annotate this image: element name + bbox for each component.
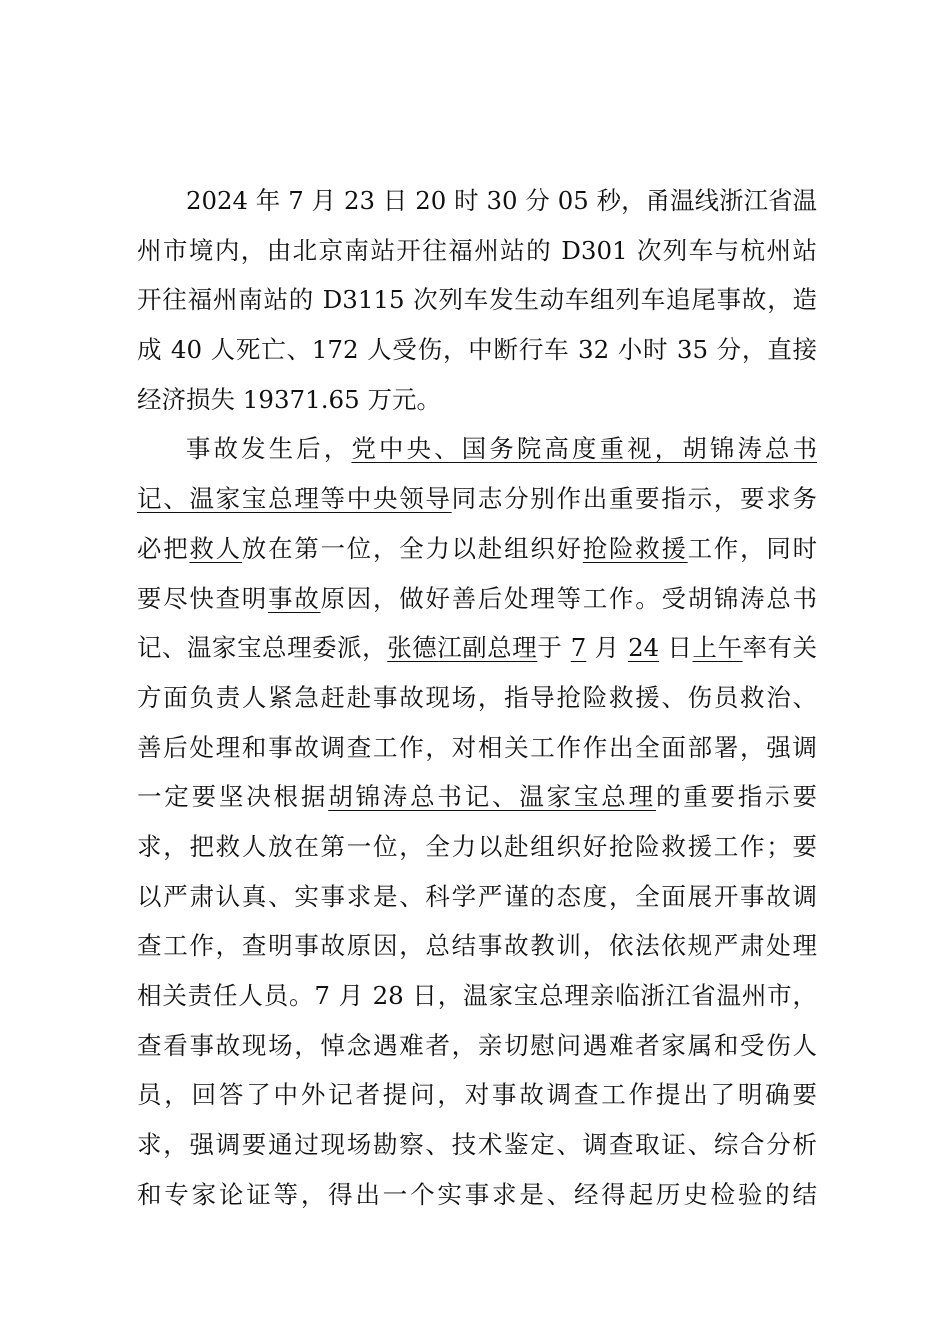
text-line xyxy=(137,275,817,325)
text-segment: 开往福州南站的 D3115 次列车发生动车组列车追尾事故，造 xyxy=(137,285,817,315)
text-segment: 工作，同时 xyxy=(687,533,817,563)
text-line xyxy=(137,226,817,276)
text-line xyxy=(137,673,817,723)
text-segment: 率有关 xyxy=(742,633,817,663)
text-segment: 月 xyxy=(586,633,629,663)
text-segment: 的重要指示要 xyxy=(655,782,817,812)
text-line xyxy=(137,921,817,971)
text-segment: 经济损失 19371.65 万元。 xyxy=(137,384,441,414)
text-segment: 以严肃认真、实事求是、科学严谨的态度，全面展开事故调 xyxy=(137,881,817,911)
underlined-segment: 党中央、国务院高度重视，胡锦涛总书 xyxy=(351,434,817,464)
underlined-segment: 上午 xyxy=(692,633,743,663)
text-segment: 放在第一位，全力以赴组织好 xyxy=(241,533,583,563)
text-segment: 查工作，查明事故原因，总结事故教训，依法依规严肃处理 xyxy=(137,931,817,961)
text-segment: 一定要坚决根据 xyxy=(137,782,329,812)
text-segment: 和专家论证等，得出一个实事求是、经得起历史检验的结 xyxy=(137,1179,817,1209)
text-line xyxy=(137,872,817,922)
text-segment: 州市境内，由北京南站开往福州站的 D301 次列车与杭州站 xyxy=(137,235,817,265)
underlined-segment: 记、温家宝总理等中央领导 xyxy=(137,484,452,514)
text-segment: 记、温家宝总理委派， xyxy=(137,633,388,663)
text-line xyxy=(137,623,817,673)
text-segment: 查看事故现场，悼念遇难者，亲切慰问遇难者家属和受伤人 xyxy=(137,1030,817,1060)
text-line xyxy=(137,1170,817,1220)
text-line xyxy=(137,723,817,773)
text-line xyxy=(137,1070,817,1120)
underlined-segment: 7 xyxy=(570,633,587,663)
text-line xyxy=(137,176,817,226)
text-line xyxy=(137,474,817,524)
text-segment: 员，回答了中外记者提问，对事故调查工作提出了明确要 xyxy=(137,1080,817,1110)
text-line xyxy=(137,772,817,822)
text-segment: 要尽快查明 xyxy=(137,583,269,613)
text-line xyxy=(137,1120,817,1170)
underlined-segment: 24 xyxy=(628,633,660,663)
document-body xyxy=(137,176,817,1219)
text-line xyxy=(137,325,817,375)
underlined-segment: 抢险救援 xyxy=(582,533,688,563)
underlined-segment: 事故 xyxy=(268,583,321,613)
text-segment: 同志分别作出重要指示，要求务 xyxy=(451,484,817,514)
text-segment: 方面负责人紧急赶赴事故现场，指导抢险救援、伤员救治、 xyxy=(137,682,817,712)
text-line xyxy=(137,424,817,474)
paragraph-accident-summary xyxy=(137,176,817,424)
text-line xyxy=(137,822,817,872)
text-line xyxy=(137,971,817,1021)
underlined-segment: 救人 xyxy=(189,533,242,563)
paragraph-response xyxy=(137,424,817,1219)
text-segment: 求，强调要通过现场勘察、技术鉴定、调查取证、综合分析 xyxy=(137,1130,817,1160)
text-line xyxy=(137,375,817,425)
underlined-segment: 胡锦涛总书记、温家宝总理 xyxy=(328,782,656,812)
text-segment: 成 40 人死亡、172 人受伤，中断行车 32 小时 35 分，直接 xyxy=(137,335,817,365)
text-segment: 求，把救人放在第一位，全力以赴组织好抢险救援工作；要 xyxy=(137,831,817,861)
text-segment: 相关责任人员。7 月 28 日，温家宝总理亲临浙江省温州市， xyxy=(137,981,817,1010)
text-line xyxy=(137,1021,817,1071)
text-line xyxy=(137,524,817,574)
text-segment: 必把 xyxy=(137,533,190,563)
text-segment: 2024 年 7 月 23 日 20 时 30 分 05 秒，甬温线浙江省温 xyxy=(186,186,817,215)
text-segment: 日 xyxy=(659,633,693,663)
underlined-segment: 张德江副总理 xyxy=(387,633,538,663)
text-segment: 原因，做好善后处理等工作。受胡锦涛总书 xyxy=(320,583,817,613)
text-segment: 事故发生后， xyxy=(186,434,352,464)
text-segment: 善后处理和事故调查工作，对相关工作作出全面部署，强调 xyxy=(137,732,817,762)
text-line xyxy=(137,574,817,624)
text-segment: 于 xyxy=(537,633,571,663)
